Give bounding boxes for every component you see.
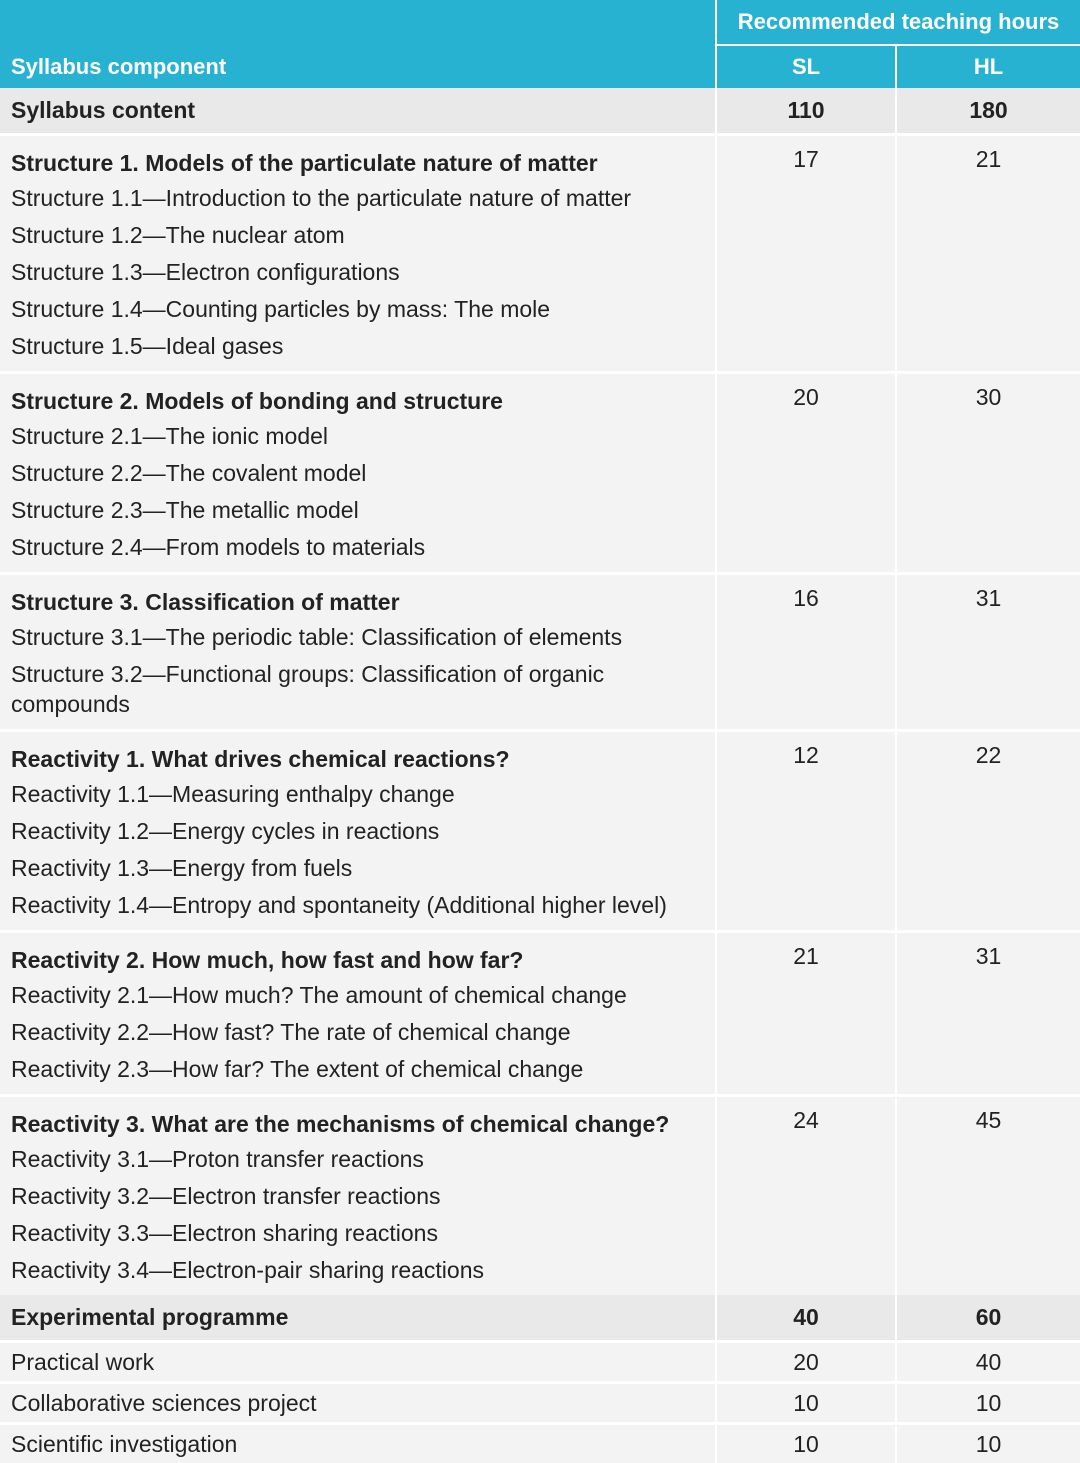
topic-title: Reactivity 1. What drives chemical reactions? — [11, 742, 707, 776]
topic-hl-hours: 45 — [896, 1096, 1080, 1296]
experimental-item-row — [0, 1424, 1080, 1463]
subtopic: Structure 3.1—The periodic table: Classification of elements — [11, 619, 707, 656]
experimental-programme-sl: 40 — [716, 1295, 896, 1342]
experimental-item-hl: 40 — [896, 1342, 1080, 1383]
experimental-item-hl: 10 — [896, 1424, 1080, 1463]
subtopic: Reactivity 1.2—Energy cycles in reactions — [11, 813, 707, 850]
experimental-item-hl: 10 — [896, 1383, 1080, 1424]
topic-group-structure-2 — [0, 373, 1080, 574]
topic-group-structure-3 — [0, 574, 1080, 731]
subtopic: Structure 2.2—The covalent model — [11, 455, 707, 492]
experimental-item-row — [0, 1342, 1080, 1383]
experimental-programme-label: Experimental programme — [0, 1295, 716, 1342]
subtopic: Reactivity 3.1—Proton transfer reactions — [11, 1141, 707, 1178]
experimental-item-label: Practical work — [0, 1342, 716, 1383]
topic-hl-hours: 30 — [896, 373, 1080, 574]
teaching-hours-header: Recommended teaching hours — [716, 0, 1080, 45]
subtopic: Reactivity 2.2—How fast? The rate of chemical change — [11, 1014, 707, 1051]
subtopic: Reactivity 3.3—Electron sharing reactions — [11, 1215, 707, 1252]
experimental-item-label: Scientific investigation — [0, 1424, 716, 1463]
topic-group-structure-1 — [0, 135, 1080, 373]
topic-group-reactivity-1 — [0, 731, 1080, 932]
syllabus-content-label: Syllabus content — [0, 88, 716, 135]
experimental-item-row — [0, 1383, 1080, 1424]
experimental-item-label: Collaborative sciences project — [0, 1383, 716, 1424]
syllabus-content-sl: 110 — [716, 88, 896, 135]
topic-sl-hours: 12 — [716, 731, 896, 932]
experimental-programme-hl: 60 — [896, 1295, 1080, 1342]
topic-hl-hours: 31 — [896, 932, 1080, 1096]
subtopic: Reactivity 1.1—Measuring enthalpy change — [11, 776, 707, 813]
topic-title: Reactivity 2. How much, how fast and how far? — [11, 943, 707, 977]
topic-sl-hours: 21 — [716, 932, 896, 1096]
subtopic: Structure 1.5—Ideal gases — [11, 328, 707, 365]
subtopic: Reactivity 2.3—How far? The extent of chemical change — [11, 1051, 707, 1088]
subtopic: Structure 1.4—Counting particles by mass: The mole — [11, 291, 707, 328]
topic-hl-hours: 22 — [896, 731, 1080, 932]
subtopic: Structure 1.1—Introduction to the particulate nature of matter — [11, 180, 707, 217]
subtopic: Reactivity 3.4—Electron-pair sharing reactions — [11, 1252, 707, 1289]
sl-header: SL — [716, 45, 896, 88]
syllabus-component-header: Syllabus component — [0, 0, 716, 88]
topic-group-reactivity-2 — [0, 932, 1080, 1096]
topic-sl-hours: 24 — [716, 1096, 896, 1296]
topic-title: Structure 1. Models of the particulate nature of matter — [11, 146, 707, 180]
subtopic: Structure 2.1—The ionic model — [11, 418, 707, 455]
topic-title: Structure 3. Classification of matter — [11, 585, 707, 619]
subtopic: Reactivity 1.4—Entropy and spontaneity (Additional higher level) — [11, 887, 707, 924]
syllabus-content-row — [0, 88, 1080, 135]
subtopic: Structure 1.2—The nuclear atom — [11, 217, 707, 254]
experimental-item-sl: 10 — [716, 1424, 896, 1463]
topic-group-reactivity-3 — [0, 1096, 1080, 1296]
experimental-programme-row — [0, 1295, 1080, 1342]
subtopic: Reactivity 1.3—Energy from fuels — [11, 850, 707, 887]
subtopic: Structure 2.3—The metallic model — [11, 492, 707, 529]
hl-header: HL — [896, 45, 1080, 88]
topic-title: Reactivity 3. What are the mechanisms of chemical change? — [11, 1107, 707, 1141]
subtopic: Structure 1.3—Electron configurations — [11, 254, 707, 291]
topic-sl-hours: 16 — [716, 574, 896, 731]
topic-sl-hours: 17 — [716, 135, 896, 373]
subtopic: Structure 3.2—Functional groups: Classification of organic compounds — [11, 656, 707, 723]
subtopic: Structure 2.4—From models to materials — [11, 529, 707, 566]
topic-hl-hours: 31 — [896, 574, 1080, 731]
topic-sl-hours: 20 — [716, 373, 896, 574]
syllabus-content-hl: 180 — [896, 88, 1080, 135]
experimental-item-sl: 20 — [716, 1342, 896, 1383]
subtopic: Reactivity 3.2—Electron transfer reactions — [11, 1178, 707, 1215]
subtopic: Reactivity 2.1—How much? The amount of chemical change — [11, 977, 707, 1014]
topic-title: Structure 2. Models of bonding and structure — [11, 384, 707, 418]
experimental-item-sl: 10 — [716, 1383, 896, 1424]
topic-hl-hours: 21 — [896, 135, 1080, 373]
